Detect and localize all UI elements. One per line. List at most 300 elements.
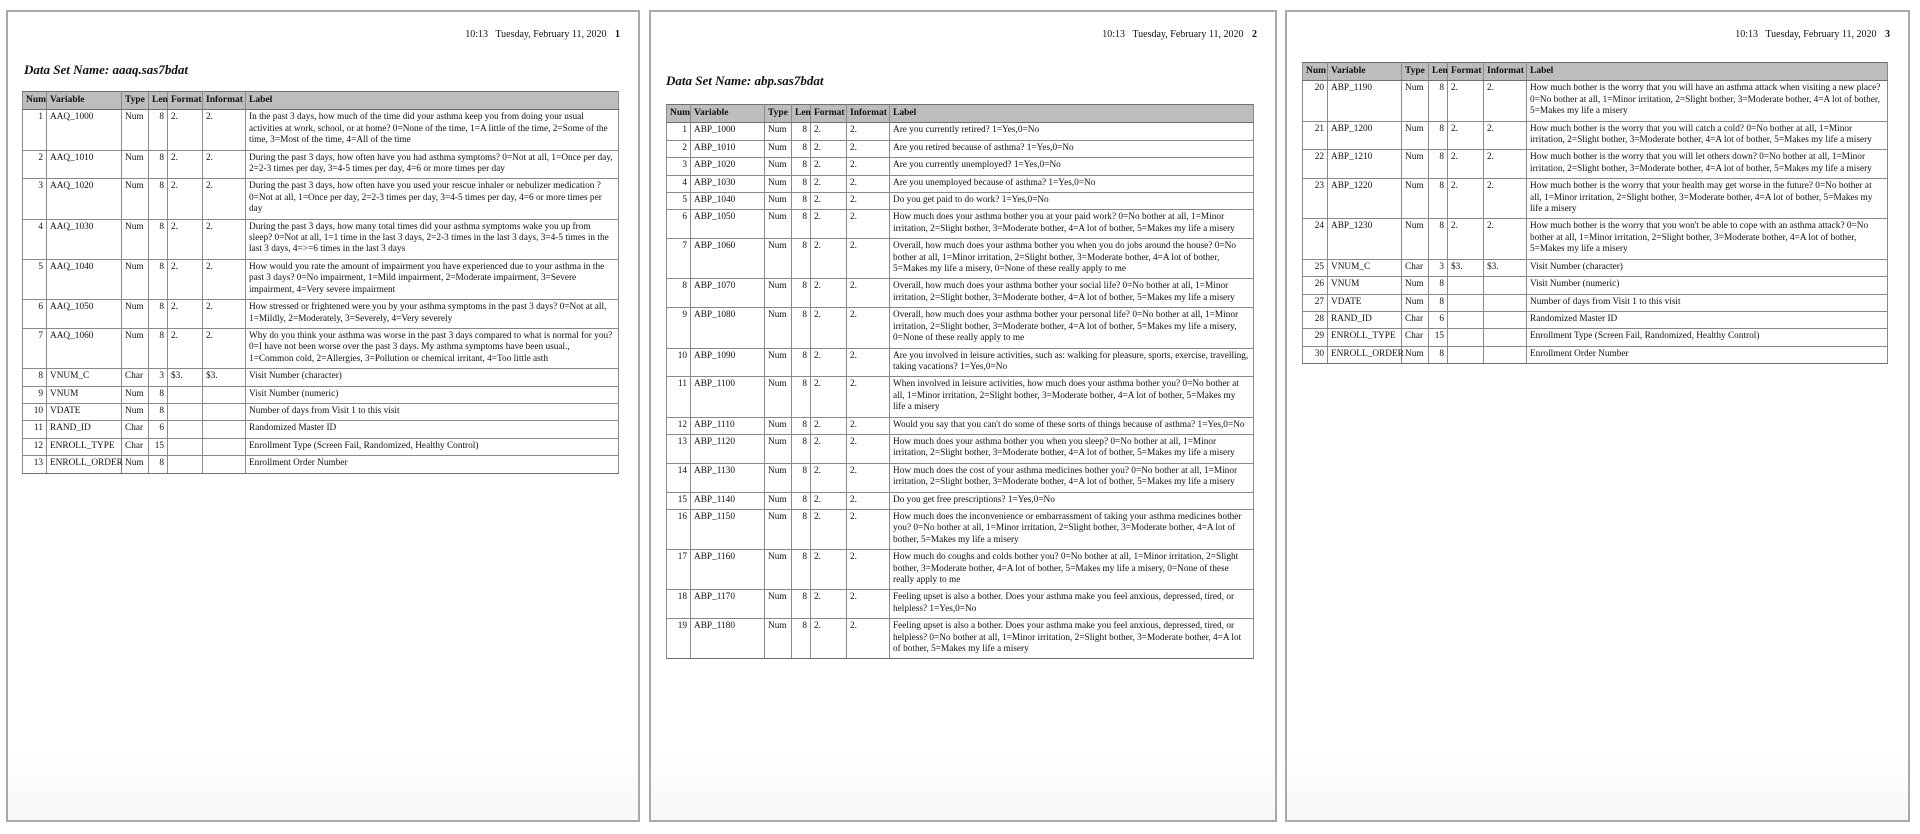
cell-variable: ABP_1060 xyxy=(691,239,765,279)
cell-label: Visit Number (character) xyxy=(246,369,619,386)
cell-len: 8 xyxy=(1429,346,1448,363)
cell-type: Num xyxy=(765,140,792,157)
cell-num: 22 xyxy=(1303,150,1328,179)
cell-len: 8 xyxy=(792,193,811,210)
cell-label: Visit Number (numeric) xyxy=(1527,277,1888,294)
column-header-variable: Variable xyxy=(1328,63,1402,81)
table-row xyxy=(23,456,619,473)
cell-len: 8 xyxy=(792,239,811,279)
cell-num: 5 xyxy=(667,193,691,210)
table-row xyxy=(23,150,619,179)
cell-type: Char xyxy=(1402,311,1429,328)
cell-len: 8 xyxy=(792,123,811,140)
cell-label: Enrollment Order Number xyxy=(246,456,619,473)
cell-type: Char xyxy=(122,421,149,438)
cell-label: Overall, how much does your asthma bother your social life? 0=No bother at all, 1=Minor irritation, 2=Slight bother, 3=Moderate bother, 4=A lot of bother, 5=Makes my life a misery xyxy=(890,279,1254,308)
cell-informat: 2. xyxy=(847,175,890,192)
cell-type: Num xyxy=(122,403,149,420)
cell-variable: ABP_1170 xyxy=(691,590,765,619)
cell-len: 8 xyxy=(792,348,811,377)
column-header-num: Num xyxy=(23,92,47,110)
cell-informat xyxy=(203,386,246,403)
cell-len: 8 xyxy=(149,300,168,329)
cell-format: 2. xyxy=(1448,150,1484,179)
cell-format xyxy=(168,386,203,403)
table-row xyxy=(667,308,1254,348)
cell-variable: VNUM_C xyxy=(47,369,122,386)
cell-type: Num xyxy=(765,417,792,434)
header-date: Tuesday, February 11, 2020 xyxy=(1765,29,1877,40)
cell-label: Overall, how much does your asthma bother your personal life? 0=No bother at all, 1=Minor irritation, 2=Slight bother, 3=Moderate bother, 4=A lot of bother, 5=Makes my life a misery, 0=None of these really apply to me xyxy=(890,308,1254,348)
cell-informat xyxy=(1484,346,1527,363)
cell-num: 6 xyxy=(23,300,47,329)
cell-num: 25 xyxy=(1303,259,1328,276)
table-row xyxy=(667,210,1254,239)
cell-informat: 2. xyxy=(1484,81,1527,121)
cell-format xyxy=(1448,277,1484,294)
cell-len: 8 xyxy=(792,550,811,590)
cell-informat xyxy=(1484,329,1527,346)
cell-len: 3 xyxy=(1429,259,1448,276)
cell-variable: ABP_1020 xyxy=(691,158,765,175)
header-time: 10:13 xyxy=(1102,29,1126,40)
cell-format: 2. xyxy=(811,193,847,210)
cell-type: Num xyxy=(122,179,149,219)
cell-label: Randomized Master ID xyxy=(1527,311,1888,328)
cell-label: How much bother is the worry that your health may get worse in the future? 0=No bother at all, 1=Minor irritation, 2=Slight bother, 3=Moderate bother, 4=A lot of bother, 5=Makes my life a misery xyxy=(1527,179,1888,219)
table-row xyxy=(667,377,1254,417)
cell-len: 8 xyxy=(792,463,811,492)
cell-informat: 2. xyxy=(847,434,890,463)
cell-len: 8 xyxy=(1429,150,1448,179)
cell-format: 2. xyxy=(1448,81,1484,121)
cell-variable: ABP_1000 xyxy=(691,123,765,140)
table-row xyxy=(23,300,619,329)
page-number: 3 xyxy=(1885,29,1890,40)
cell-label: How much bother is the worry that you will catch a cold? 0=No bother at all, 1=Minor irritation, 2=Slight bother, 3=Moderate bother, 4=A lot of bother, 5=Makes my life a misery xyxy=(1527,121,1888,150)
table-row xyxy=(23,110,619,150)
cell-format xyxy=(1448,346,1484,363)
cell-num: 21 xyxy=(1303,121,1328,150)
cell-len: 8 xyxy=(149,219,168,259)
cell-informat: 2. xyxy=(847,550,890,590)
page-header xyxy=(1735,29,1890,40)
cell-num: 16 xyxy=(667,509,691,549)
cell-num: 1 xyxy=(23,110,47,150)
cell-label: How would you rate the amount of impairment you have experienced due to your asthma in the past 3 days? 0=No impairment, 1=Mild impairment, 2=Moderate impairment, 3=Severe impairment, 4=Very severe impairment xyxy=(246,259,619,299)
cell-len: 8 xyxy=(1429,294,1448,311)
cell-format: 2. xyxy=(811,550,847,590)
cell-informat: 2. xyxy=(847,348,890,377)
cell-len: 8 xyxy=(792,210,811,239)
cell-num: 29 xyxy=(1303,329,1328,346)
column-header-variable: Variable xyxy=(691,105,765,123)
document-page-2 xyxy=(649,10,1277,822)
cell-num: 10 xyxy=(667,348,691,377)
cell-informat: 2. xyxy=(847,417,890,434)
cell-format xyxy=(168,421,203,438)
cell-variable: ENROLL_ORDER xyxy=(1328,346,1402,363)
cell-len: 8 xyxy=(792,377,811,417)
document-page-1 xyxy=(6,10,640,822)
cell-len: 8 xyxy=(1429,81,1448,121)
column-header-len: Len xyxy=(792,105,811,123)
cell-num: 2 xyxy=(667,140,691,157)
table-row xyxy=(1303,311,1888,328)
cell-label: During the past 3 days, how often have you had asthma symptoms? 0=Not at all, 1=Once per day, 2=2-3 times per day, 3=4-5 times per day, 4=6 or more times per day xyxy=(246,150,619,179)
cell-num: 8 xyxy=(667,279,691,308)
page-number: 1 xyxy=(615,29,620,40)
cell-type: Num xyxy=(765,492,792,509)
cell-type: Char xyxy=(1402,329,1429,346)
variables-table xyxy=(22,91,619,474)
cell-variable: AAQ_1030 xyxy=(47,219,122,259)
cell-label: How much does the cost of your asthma medicines bother you? 0=No bother at all, 1=Minor irritation, 2=Slight bother, 3=Moderate bother, 4=A lot of bother, 5=Makes my life a misery xyxy=(890,463,1254,492)
cell-informat: 2. xyxy=(203,110,246,150)
table-row xyxy=(1303,294,1888,311)
cell-format xyxy=(1448,329,1484,346)
cell-informat: 2. xyxy=(203,328,246,368)
cell-label: When involved in leisure activities, how much does your asthma bother you? 0=No bother at all, 1=Minor irritation, 2=Slight bother, 3=Moderate bother, 4=A lot of bother, 5=Makes my life a misery xyxy=(890,377,1254,417)
cell-label: Are you unemployed because of asthma? 1=Yes,0=No xyxy=(890,175,1254,192)
cell-variable: ABP_1210 xyxy=(1328,150,1402,179)
cell-len: 8 xyxy=(1429,219,1448,259)
cell-num: 4 xyxy=(667,175,691,192)
table-row xyxy=(23,369,619,386)
cell-num: 10 xyxy=(23,403,47,420)
cell-format: 2. xyxy=(168,179,203,219)
cell-label: Are you involved in leisure activities, such as: walking for pleasure, sports, exercise, travelling, taking vacations? 1=Yes,0=No xyxy=(890,348,1254,377)
dataset-title: Data Set Name: abp.sas7bdat xyxy=(666,73,824,88)
cell-format xyxy=(168,456,203,473)
cell-label: Do you get paid to do work? 1=Yes,0=No xyxy=(890,193,1254,210)
cell-variable: VNUM xyxy=(1328,277,1402,294)
column-header-informat: Informat xyxy=(847,105,890,123)
column-header-type: Type xyxy=(765,105,792,123)
cell-variable: ABP_1050 xyxy=(691,210,765,239)
cell-informat: 2. xyxy=(847,239,890,279)
cell-type: Num xyxy=(765,377,792,417)
cell-num: 7 xyxy=(23,328,47,368)
cell-informat: 2. xyxy=(847,590,890,619)
cell-type: Num xyxy=(1402,179,1429,219)
cell-num: 15 xyxy=(667,492,691,509)
cell-type: Num xyxy=(765,210,792,239)
cell-informat xyxy=(203,403,246,420)
cell-format: 2. xyxy=(168,219,203,259)
cell-variable: VNUM_C xyxy=(1328,259,1402,276)
header-date: Tuesday, February 11, 2020 xyxy=(1132,29,1244,40)
cell-type: Num xyxy=(765,619,792,659)
cell-variable: ABP_1130 xyxy=(691,463,765,492)
table-row xyxy=(667,463,1254,492)
table-row xyxy=(667,590,1254,619)
cell-type: Num xyxy=(1402,219,1429,259)
cell-type: Num xyxy=(765,348,792,377)
cell-variable: ABP_1040 xyxy=(691,193,765,210)
cell-format: 2. xyxy=(811,348,847,377)
cell-len: 8 xyxy=(149,386,168,403)
cell-type: Char xyxy=(1402,259,1429,276)
cell-informat: 2. xyxy=(847,279,890,308)
cell-type: Num xyxy=(1402,294,1429,311)
cell-type: Num xyxy=(122,110,149,150)
cell-num: 4 xyxy=(23,219,47,259)
page-header xyxy=(465,29,620,40)
cell-label: Feeling upset is also a bother. Does your asthma make you feel anxious, depressed, tired, or helpless? 0=No bother at all, 1=Minor irritation, 2=Slight bother, 3=Moderate bother, 4=A lot of bother, 5=Makes my life a misery xyxy=(890,619,1254,659)
table-row xyxy=(1303,179,1888,219)
cell-informat: 2. xyxy=(847,210,890,239)
cell-len: 8 xyxy=(1429,179,1448,219)
cell-num: 24 xyxy=(1303,219,1328,259)
cell-num: 28 xyxy=(1303,311,1328,328)
cell-format: 2. xyxy=(811,175,847,192)
cell-variable: VDATE xyxy=(1328,294,1402,311)
cell-label: Randomized Master ID xyxy=(246,421,619,438)
column-header-type: Type xyxy=(122,92,149,110)
cell-variable: AAQ_1000 xyxy=(47,110,122,150)
cell-type: Num xyxy=(1402,121,1429,150)
header-date: Tuesday, February 11, 2020 xyxy=(495,29,607,40)
cell-num: 13 xyxy=(23,456,47,473)
table-row xyxy=(667,434,1254,463)
cell-label: How stressed or frightened were you by your asthma symptoms in the past 3 days? 0=Not at all, 1=Mildly, 2=Moderately, 3=Severely, 4=Very severely xyxy=(246,300,619,329)
cell-label: Do you get free prescriptions? 1=Yes,0=No xyxy=(890,492,1254,509)
cell-variable: RAND_ID xyxy=(1328,311,1402,328)
table-row xyxy=(667,175,1254,192)
cell-label: How much does the inconvenience or embarrassment of taking your asthma medicines bother you? 0=No bother at all, 1=Minor irritation, 2=Slight bother, 3=Moderate bother, 4=A lot of bother, 5=Makes my life a misery xyxy=(890,509,1254,549)
cell-type: Num xyxy=(122,328,149,368)
cell-informat: 2. xyxy=(847,509,890,549)
cell-informat xyxy=(1484,311,1527,328)
table-row xyxy=(667,193,1254,210)
table-row xyxy=(1303,219,1888,259)
variables-table xyxy=(666,104,1254,659)
cell-variable: RAND_ID xyxy=(47,421,122,438)
column-header-informat: Informat xyxy=(1484,63,1527,81)
column-header-label: Label xyxy=(246,92,619,110)
column-header-variable: Variable xyxy=(47,92,122,110)
cell-num: 9 xyxy=(667,308,691,348)
cell-type: Num xyxy=(122,219,149,259)
cell-type: Num xyxy=(122,456,149,473)
cell-len: 15 xyxy=(149,438,168,455)
cell-format: 2. xyxy=(811,509,847,549)
cell-num: 27 xyxy=(1303,294,1328,311)
cell-num: 12 xyxy=(667,417,691,434)
cell-num: 30 xyxy=(1303,346,1328,363)
column-header-format: Format xyxy=(168,92,203,110)
cell-format: 2. xyxy=(811,210,847,239)
cell-informat: 2. xyxy=(847,463,890,492)
cell-variable: ABP_1190 xyxy=(1328,81,1402,121)
cell-num: 14 xyxy=(667,463,691,492)
cell-num: 9 xyxy=(23,386,47,403)
column-header-len: Len xyxy=(149,92,168,110)
cell-variable: AAQ_1010 xyxy=(47,150,122,179)
cell-variable: AAQ_1040 xyxy=(47,259,122,299)
cell-variable: ABP_1110 xyxy=(691,417,765,434)
cell-informat xyxy=(1484,277,1527,294)
table-header-row xyxy=(667,105,1254,123)
table-row xyxy=(667,550,1254,590)
table-row xyxy=(23,386,619,403)
page-header xyxy=(1102,29,1257,40)
column-header-type: Type xyxy=(1402,63,1429,81)
cell-type: Num xyxy=(765,590,792,619)
cell-format xyxy=(168,438,203,455)
cell-informat xyxy=(203,456,246,473)
cell-type: Num xyxy=(765,193,792,210)
cell-len: 8 xyxy=(792,492,811,509)
dataset-title: Data Set Name: aaaq.sas7bdat xyxy=(24,62,188,77)
cell-len: 8 xyxy=(149,456,168,473)
document-page-3 xyxy=(1285,10,1910,822)
cell-type: Num xyxy=(765,463,792,492)
cell-len: 8 xyxy=(792,619,811,659)
cell-type: Num xyxy=(765,239,792,279)
cell-type: Num xyxy=(765,175,792,192)
cell-format: 2. xyxy=(168,150,203,179)
cell-num: 11 xyxy=(667,377,691,417)
cell-informat: 2. xyxy=(847,193,890,210)
cell-label: Enrollment Type (Screen Fail, Randomized, Healthy Control) xyxy=(1527,329,1888,346)
column-header-num: Num xyxy=(1303,63,1328,81)
column-header-label: Label xyxy=(890,105,1254,123)
cell-label: Are you currently unemployed? 1=Yes,0=No xyxy=(890,158,1254,175)
cell-variable: ABP_1010 xyxy=(691,140,765,157)
cell-len: 8 xyxy=(149,328,168,368)
cell-informat: $3. xyxy=(1484,259,1527,276)
table-row xyxy=(1303,346,1888,363)
table-row xyxy=(1303,277,1888,294)
cell-num: 12 xyxy=(23,438,47,455)
cell-label: How much bother is the worry that you will have an asthma attack when visiting a new place? 0=No bother at all, 1=Minor irritation, 2=Slight bother, 3=Moderate bother, 4=A lot of bother, 5=Makes my life a misery xyxy=(1527,81,1888,121)
cell-variable: ABP_1160 xyxy=(691,550,765,590)
cell-variable: ABP_1100 xyxy=(691,377,765,417)
cell-informat: 2. xyxy=(1484,179,1527,219)
cell-len: 6 xyxy=(1429,311,1448,328)
cell-num: 26 xyxy=(1303,277,1328,294)
cell-type: Num xyxy=(122,150,149,179)
table-row xyxy=(23,328,619,368)
page-number: 2 xyxy=(1252,29,1257,40)
cell-format: 2. xyxy=(811,377,847,417)
table-row xyxy=(23,259,619,299)
cell-informat: 2. xyxy=(847,308,890,348)
cell-format: 2. xyxy=(811,279,847,308)
cell-num: 3 xyxy=(667,158,691,175)
cell-len: 8 xyxy=(149,150,168,179)
cell-num: 23 xyxy=(1303,179,1328,219)
cell-len: 8 xyxy=(792,509,811,549)
cell-format: 2. xyxy=(811,590,847,619)
cell-variable: ENROLL_ORDER xyxy=(47,456,122,473)
cell-label: Would you say that you can't do some of these sorts of things because of asthma? 1=Yes,0=No xyxy=(890,417,1254,434)
cell-label: How much bother is the worry that you will let others down? 0=No bother at all, 1=Minor irritation, 2=Slight bother, 3=Moderate bother, 4=A lot of bother, 5=Makes my life a misery xyxy=(1527,150,1888,179)
cell-type: Num xyxy=(765,279,792,308)
table-row xyxy=(667,158,1254,175)
cell-label: Visit Number (numeric) xyxy=(246,386,619,403)
cell-format: $3. xyxy=(168,369,203,386)
cell-len: 8 xyxy=(792,417,811,434)
cell-label: During the past 3 days, how many total times did your asthma symptoms wake you up from sleep? 0=Not at all, 1=1 time in the last 3 days, 2=2-3 times in the last 3 days, 3=4-5 times in the last 3 days, 4=>=6 times in the last 3 days xyxy=(246,219,619,259)
cell-format xyxy=(1448,311,1484,328)
table-header-row xyxy=(23,92,619,110)
cell-type: Num xyxy=(122,386,149,403)
cell-variable: VNUM xyxy=(47,386,122,403)
cell-len: 8 xyxy=(792,590,811,619)
cell-informat: 2. xyxy=(847,619,890,659)
cell-len: 8 xyxy=(792,434,811,463)
cell-informat: 2. xyxy=(1484,150,1527,179)
cell-len: 8 xyxy=(792,158,811,175)
cell-len: 8 xyxy=(792,140,811,157)
cell-format: $3. xyxy=(1448,259,1484,276)
cell-informat: 2. xyxy=(203,150,246,179)
cell-num: 20 xyxy=(1303,81,1328,121)
table-row xyxy=(1303,81,1888,121)
header-time: 10:13 xyxy=(465,29,489,40)
cell-num: 3 xyxy=(23,179,47,219)
cell-type: Num xyxy=(122,300,149,329)
cell-label: Overall, how much does your asthma bother you when you do jobs around the house? 0=No bother at all, 1=Minor irritation, 2=Slight bother, 3=Moderate bother, 4=A lot of bother, 5=Makes my life a misery, 0=None of these really apply to me xyxy=(890,239,1254,279)
cell-len: 8 xyxy=(1429,277,1448,294)
cell-variable: ABP_1230 xyxy=(1328,219,1402,259)
cell-type: Num xyxy=(765,550,792,590)
cell-num: 18 xyxy=(667,590,691,619)
cell-variable: ABP_1150 xyxy=(691,509,765,549)
cell-type: Char xyxy=(122,369,149,386)
table-row xyxy=(667,619,1254,659)
cell-format: 2. xyxy=(811,492,847,509)
table-row xyxy=(667,239,1254,279)
cell-label: Enrollment Type (Screen Fail, Randomized, Healthy Control) xyxy=(246,438,619,455)
cell-informat: 2. xyxy=(203,259,246,299)
cell-label: Feeling upset is also a bother. Does your asthma make you feel anxious, depressed, tired, or helpless? 1=Yes,0=No xyxy=(890,590,1254,619)
cell-informat: 2. xyxy=(1484,121,1527,150)
cell-len: 8 xyxy=(149,179,168,219)
cell-informat: 2. xyxy=(203,179,246,219)
cell-len: 8 xyxy=(1429,121,1448,150)
table-row xyxy=(667,492,1254,509)
cell-type: Num xyxy=(1402,81,1429,121)
cell-type: Num xyxy=(765,509,792,549)
cell-label: How much bother is the worry that you won't be able to cope with an asthma attack? 0=No bother at all, 1=Minor irritation, 2=Slight bother, 3=Moderate bother, 4=A lot of bother, 5=Makes my life a misery xyxy=(1527,219,1888,259)
cell-label: How much does your asthma bother you at your paid work? 0=No bother at all, 1=Minor irritation, 2=Slight bother, 3=Moderate bother, 4=A lot of bother, 5=Makes my life a misery xyxy=(890,210,1254,239)
cell-label: Number of days from Visit 1 to this visit xyxy=(246,403,619,420)
cell-format: 2. xyxy=(811,239,847,279)
cell-label: Are you currently retired? 1=Yes,0=No xyxy=(890,123,1254,140)
cell-type: Num xyxy=(765,158,792,175)
cell-variable: ABP_1070 xyxy=(691,279,765,308)
cell-variable: ABP_1090 xyxy=(691,348,765,377)
cell-len: 8 xyxy=(149,259,168,299)
cell-variable: ABP_1200 xyxy=(1328,121,1402,150)
cell-variable: VDATE xyxy=(47,403,122,420)
cell-num: 2 xyxy=(23,150,47,179)
table-row xyxy=(667,279,1254,308)
cell-variable: ABP_1030 xyxy=(691,175,765,192)
cell-len: 8 xyxy=(149,403,168,420)
cell-num: 17 xyxy=(667,550,691,590)
table-row xyxy=(667,140,1254,157)
table-row xyxy=(667,417,1254,434)
cell-label: During the past 3 days, how often have you used your rescue inhaler or nebulizer medication ? 0=Not at all, 1=Once per day, 2=2-3 times per day, 3=4-5 times per day, 4=6 or more times per day xyxy=(246,179,619,219)
table-header-row xyxy=(1303,63,1888,81)
cell-format: 2. xyxy=(811,308,847,348)
cell-informat: 2. xyxy=(203,300,246,329)
